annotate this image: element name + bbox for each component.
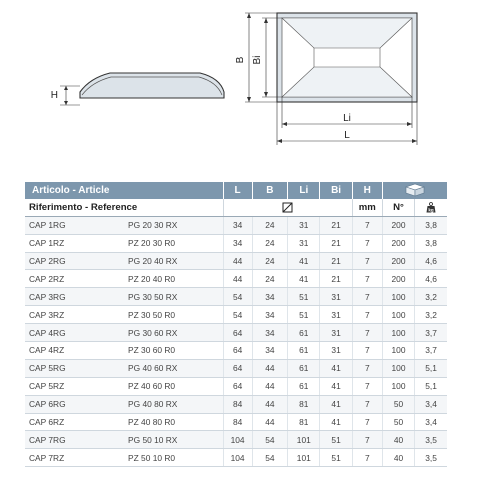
reference-code: PG 20 40 RX (124, 252, 223, 270)
cell-b: 54 (252, 449, 288, 467)
cell-b: 44 (252, 413, 288, 431)
cell-bi: 21 (320, 216, 352, 234)
cell-li: 61 (288, 342, 320, 360)
cell-h: 7 (352, 431, 382, 449)
col-header-l: L (223, 182, 252, 199)
qty-label: N° (382, 199, 414, 216)
cell-n: 100 (382, 288, 414, 306)
cell-kg: 4,6 (415, 270, 447, 288)
cell-li: 81 (288, 413, 320, 431)
cell-bi: 31 (320, 306, 352, 324)
cell-li: 101 (288, 449, 320, 467)
svg-text:kg: kg (428, 207, 434, 213)
table-row (25, 270, 447, 288)
l-label: L (344, 130, 350, 141)
cell-bi: 41 (320, 395, 352, 413)
cell-bi: 51 (320, 449, 352, 467)
cell-kg: 3,8 (415, 234, 447, 252)
reference-code: PG 50 10 RX (124, 431, 223, 449)
cell-kg: 3,4 (415, 395, 447, 413)
reference-code: PZ 30 50 R0 (124, 306, 223, 324)
cell-kg: 5,1 (415, 359, 447, 377)
table-row (25, 324, 447, 342)
package-header (382, 182, 447, 199)
cell-li: 61 (288, 359, 320, 377)
article-code: CAP 1RZ (25, 234, 124, 252)
technical-drawing (0, 0, 479, 180)
cell-l: 84 (223, 395, 252, 413)
article-code: CAP 7RG (25, 431, 124, 449)
cell-li: 51 (288, 306, 320, 324)
table-row (25, 449, 447, 467)
cell-b: 24 (252, 270, 288, 288)
cell-b: 34 (252, 342, 288, 360)
reference-code: PZ 20 30 R0 (124, 234, 223, 252)
cell-l: 34 (223, 234, 252, 252)
cell-h: 7 (352, 342, 382, 360)
cell-l: 64 (223, 324, 252, 342)
cell-n: 50 (382, 395, 414, 413)
table-row (25, 252, 447, 270)
cell-b: 44 (252, 377, 288, 395)
cell-l: 54 (223, 306, 252, 324)
cell-b: 54 (252, 431, 288, 449)
cell-n: 40 (382, 431, 414, 449)
reference-code: PZ 40 60 R0 (124, 377, 223, 395)
cell-l: 34 (223, 216, 252, 234)
cell-h: 7 (352, 359, 382, 377)
cell-li: 31 (288, 234, 320, 252)
cell-l: 64 (223, 342, 252, 360)
cell-bi: 21 (320, 234, 352, 252)
table-row (25, 288, 447, 306)
col-header-bi: Bi (320, 182, 352, 199)
table-row (25, 395, 447, 413)
cell-l: 44 (223, 252, 252, 270)
cell-l: 44 (223, 270, 252, 288)
article-header: Articolo - Article (25, 182, 223, 199)
table-subheader-row (25, 199, 447, 216)
col-header-h: H (352, 182, 382, 199)
unit-label: mm (352, 199, 382, 216)
cell-b: 24 (252, 216, 288, 234)
cell-bi: 31 (320, 288, 352, 306)
table-row (25, 234, 447, 252)
cell-kg: 3,2 (415, 288, 447, 306)
article-code: CAP 6RZ (25, 413, 124, 431)
article-code: CAP 2RG (25, 252, 124, 270)
cell-li: 81 (288, 395, 320, 413)
table-row (25, 377, 447, 395)
cell-n: 40 (382, 449, 414, 467)
cell-l: 84 (223, 413, 252, 431)
cell-n: 100 (382, 377, 414, 395)
reference-code: PZ 20 40 R0 (124, 270, 223, 288)
table-row (25, 359, 447, 377)
side-view-drawing (51, 73, 224, 105)
cell-b: 24 (252, 252, 288, 270)
reference-code: PG 40 80 RX (124, 395, 223, 413)
cell-h: 7 (352, 449, 382, 467)
table-row (25, 413, 447, 431)
cell-kg: 3,7 (415, 324, 447, 342)
reference-code: PZ 40 80 R0 (124, 413, 223, 431)
cell-h: 7 (352, 270, 382, 288)
article-code: CAP 3RZ (25, 306, 124, 324)
cell-l: 104 (223, 431, 252, 449)
cell-b: 24 (252, 234, 288, 252)
cell-l: 64 (223, 359, 252, 377)
cell-l: 104 (223, 449, 252, 467)
cell-h: 7 (352, 306, 382, 324)
cell-bi: 21 (320, 270, 352, 288)
cell-n: 200 (382, 216, 414, 234)
cell-n: 100 (382, 306, 414, 324)
reference-code: PZ 50 10 R0 (124, 449, 223, 467)
cell-li: 31 (288, 216, 320, 234)
cell-n: 200 (382, 234, 414, 252)
col-header-li: Li (288, 182, 320, 199)
cell-h: 7 (352, 395, 382, 413)
reference-code: PG 30 60 RX (124, 324, 223, 342)
article-code: CAP 1RG (25, 216, 124, 234)
cell-h: 7 (352, 288, 382, 306)
article-code: CAP 5RZ (25, 377, 124, 395)
cell-b: 34 (252, 324, 288, 342)
table-header-row (25, 182, 447, 199)
cell-h: 7 (352, 377, 382, 395)
table-row (25, 216, 447, 234)
cell-kg: 3,8 (415, 216, 447, 234)
cell-bi: 41 (320, 359, 352, 377)
table-row (25, 431, 447, 449)
cell-li: 51 (288, 288, 320, 306)
article-code: CAP 2RZ (25, 270, 124, 288)
cell-b: 44 (252, 359, 288, 377)
cell-b: 44 (252, 395, 288, 413)
top-view-drawing (235, 13, 417, 145)
cell-bi: 31 (320, 342, 352, 360)
cell-li: 41 (288, 252, 320, 270)
cell-n: 200 (382, 252, 414, 270)
cell-h: 7 (352, 413, 382, 431)
cell-h: 7 (352, 252, 382, 270)
cell-n: 50 (382, 413, 414, 431)
article-code: CAP 7RZ (25, 449, 124, 467)
cell-n: 100 (382, 359, 414, 377)
li-label: Li (343, 113, 351, 124)
b-label: B (235, 56, 246, 64)
cell-bi: 41 (320, 377, 352, 395)
cell-kg: 3,5 (415, 449, 447, 467)
cell-n: 100 (382, 342, 414, 360)
cell-li: 101 (288, 431, 320, 449)
col-header-b: B (252, 182, 288, 199)
cell-kg: 5,1 (415, 377, 447, 395)
reference-code: PG 20 30 RX (124, 216, 223, 234)
reference-code: PZ 30 60 R0 (124, 342, 223, 360)
article-code: CAP 4RG (25, 324, 124, 342)
cell-l: 54 (223, 288, 252, 306)
cell-kg: 4,6 (415, 252, 447, 270)
table-row (25, 306, 447, 324)
cell-h: 7 (352, 234, 382, 252)
cell-h: 7 (352, 324, 382, 342)
cell-b: 34 (252, 306, 288, 324)
cell-n: 100 (382, 324, 414, 342)
bi-label: Bi (252, 55, 263, 65)
dimension-square-icon (282, 202, 293, 213)
height-label: H (50, 90, 58, 101)
weight-icon-cell (415, 199, 447, 216)
article-code: CAP 5RG (25, 359, 124, 377)
article-code: CAP 4RZ (25, 342, 124, 360)
cell-bi: 51 (320, 431, 352, 449)
box-icon (402, 183, 428, 197)
reference-label: Riferimento - Reference (25, 199, 223, 216)
reference-code: PG 40 60 RX (124, 359, 223, 377)
cell-kg: 3,4 (415, 413, 447, 431)
weight-kg-icon (426, 202, 436, 213)
cell-li: 61 (288, 324, 320, 342)
cell-b: 34 (252, 288, 288, 306)
cell-li: 41 (288, 270, 320, 288)
cell-bi: 31 (320, 324, 352, 342)
cell-bi: 41 (320, 413, 352, 431)
cell-kg: 3,2 (415, 306, 447, 324)
cell-n: 200 (382, 270, 414, 288)
cell-h: 7 (352, 216, 382, 234)
dims-icon-cell (223, 199, 352, 216)
cell-l: 64 (223, 377, 252, 395)
article-code: CAP 3RG (25, 288, 124, 306)
cell-kg: 3,5 (415, 431, 447, 449)
cell-bi: 21 (320, 252, 352, 270)
cell-li: 61 (288, 377, 320, 395)
table-row (25, 342, 447, 360)
article-code: CAP 6RG (25, 395, 124, 413)
reference-code: PG 30 50 RX (124, 288, 223, 306)
cell-kg: 3,7 (415, 342, 447, 360)
product-spec-table (25, 182, 447, 467)
